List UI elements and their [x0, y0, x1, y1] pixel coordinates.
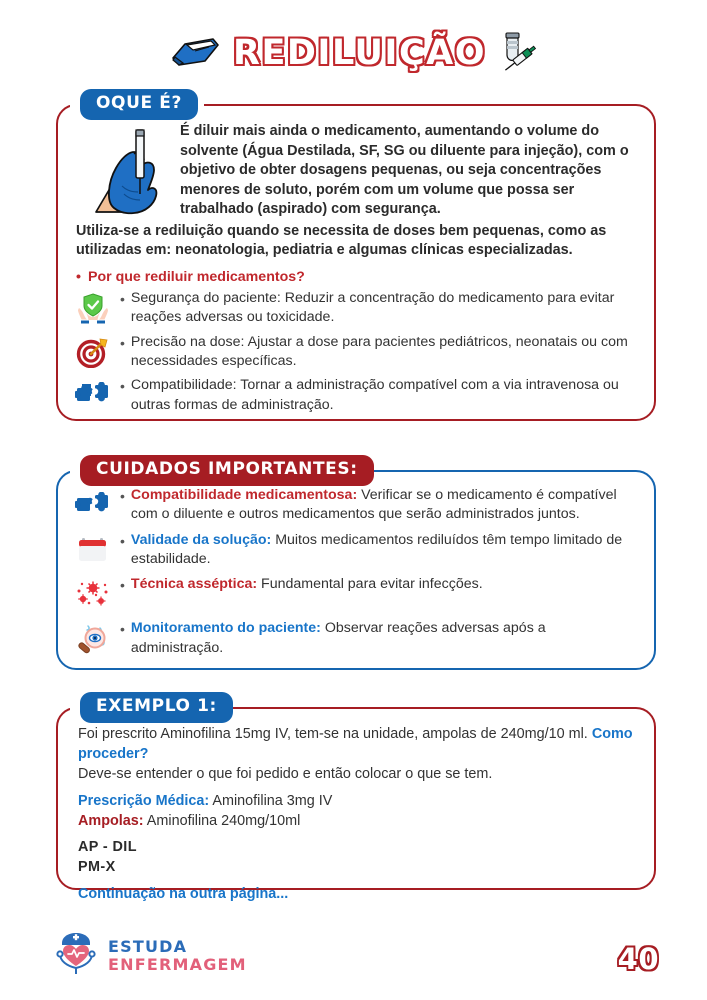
bullet-dot: • [120, 291, 125, 308]
example-ampoules-row [78, 812, 634, 832]
section-example [56, 696, 656, 903]
example-line-1 [78, 725, 634, 765]
why-dilute-heading: • Por que rediluir medicamentos? [58, 261, 654, 287]
list-item [72, 289, 636, 328]
prescription-value: Aminofilina 3mg IV [209, 792, 333, 809]
vial-syringe-icon [498, 29, 538, 78]
magnifier-eye-icon [72, 619, 114, 657]
target-dart-icon [72, 333, 114, 371]
list-item [72, 619, 638, 658]
calc-line-2: PM-X [78, 859, 116, 876]
example-prescription-row [78, 792, 634, 812]
benefits-list [58, 287, 654, 415]
list-item-body: Observar reações adversas após a administração. [130, 620, 546, 656]
list-item-text [131, 619, 638, 658]
list-item-body: Fundamental para evitar infecções. [257, 576, 483, 593]
example-question: Como proceder? [78, 726, 633, 762]
bullet-dot: • [120, 532, 125, 549]
list-item-body: Verificar se o medicamento é compatível com o diluente e outros medicamentos que serão administrados juntos. [130, 487, 617, 523]
list-item-text: Segurança do paciente: Reduzir a concentração do medicamento para evitar reações adversas ou toxicidade. [130, 290, 615, 326]
bullet-dot: • [120, 334, 125, 351]
prescription-label: Prescrição Médica: [78, 792, 210, 809]
list-item-lead: Monitoramento do paciente: [130, 620, 321, 637]
example-body [58, 709, 654, 905]
intro-paragraph: É diluir mais ainda o medicamento, aumentando o volume do solvente (Água Destilada, SF, SG ou diluente para injeção), com o objetivo de obter dosagens pequenas, ou seja concentrações menores de soluto, porém com um volume que possa ser trabalhado (aspirado) com segurança. [180, 123, 629, 218]
list-item-text [131, 575, 638, 594]
calc-line-1: AP - DIL [78, 839, 137, 856]
page-number: 40 [617, 942, 659, 976]
bullet-dot: • [120, 577, 125, 594]
list-item-lead: Compatibilidade medicamentosa: [130, 487, 358, 503]
bullet-dot: • [120, 488, 125, 504]
hand-syringe-illustration [90, 124, 172, 218]
list-item [72, 333, 636, 372]
calendar-icon [72, 531, 114, 569]
care-list [58, 472, 654, 658]
list-item-text [131, 531, 638, 570]
ampoules-value: Aminofilina 240mg/10ml [143, 812, 301, 829]
puzzle-pieces-icon [72, 376, 114, 414]
example-line-2: Deve-se entender o que foi pedido e então colocar o que se tem. [78, 765, 493, 782]
bullet-dot: • [120, 621, 125, 638]
page-title: REDILUIÇÃO [233, 32, 486, 73]
badge-what-is: OQUE É? [80, 89, 198, 120]
ampoules-label: Ampolas: [78, 812, 144, 829]
list-item-text [131, 486, 638, 525]
section-what-is [56, 93, 656, 421]
list-item-lead: Técnica asséptica: [130, 576, 258, 593]
bullet-dot: • [120, 378, 125, 395]
nurse-heart-logo [52, 930, 100, 981]
logo-text [108, 936, 247, 974]
intro-paragraph-second: Utiliza-se a rediluição quando se necessita de doses bem pequenas, como as utilizadas em: neonatologia, pediatria e algumas clínicas especializadas. [76, 222, 607, 259]
list-item-body: Muitos medicamentos rediluídos têm tempo limitado de estabilidade. [130, 531, 623, 567]
shield-in-hands-icon [72, 289, 114, 327]
list-item [72, 575, 638, 613]
footer-logo [52, 930, 247, 981]
logo-line-1: ESTUDA [108, 936, 188, 956]
puzzle-pieces-icon [72, 486, 114, 524]
germs-icon [72, 575, 114, 613]
list-item [72, 531, 638, 570]
logo-line-2: ENFERMAGEM [108, 954, 247, 974]
list-item [72, 486, 638, 525]
page-header [0, 22, 707, 84]
intro-block [58, 106, 654, 220]
list-item [72, 376, 636, 415]
example-prompt: Foi prescrito Aminofilina 15mg IV, tem-se na unidade, ampolas de 240mg/10 ml. [78, 726, 588, 742]
gloved-hand-icon [169, 34, 221, 73]
continuation-note: Continuação na outra página... [78, 886, 289, 903]
section-important-care [56, 459, 656, 670]
list-item-lead: Validade da solução: [130, 531, 272, 548]
list-item-text: Precisão na dose: Ajustar a dose para pacientes pediátricos, neonatais ou com necessidades específicas. [130, 333, 628, 369]
badge-important-care: CUIDADOS IMPORTANTES: [80, 455, 374, 486]
badge-example: EXEMPLO 1: [80, 692, 233, 723]
list-item-text: Compatibilidade: Tornar a administração compatível com a via intravenosa ou outras formas de administração. [130, 377, 619, 413]
